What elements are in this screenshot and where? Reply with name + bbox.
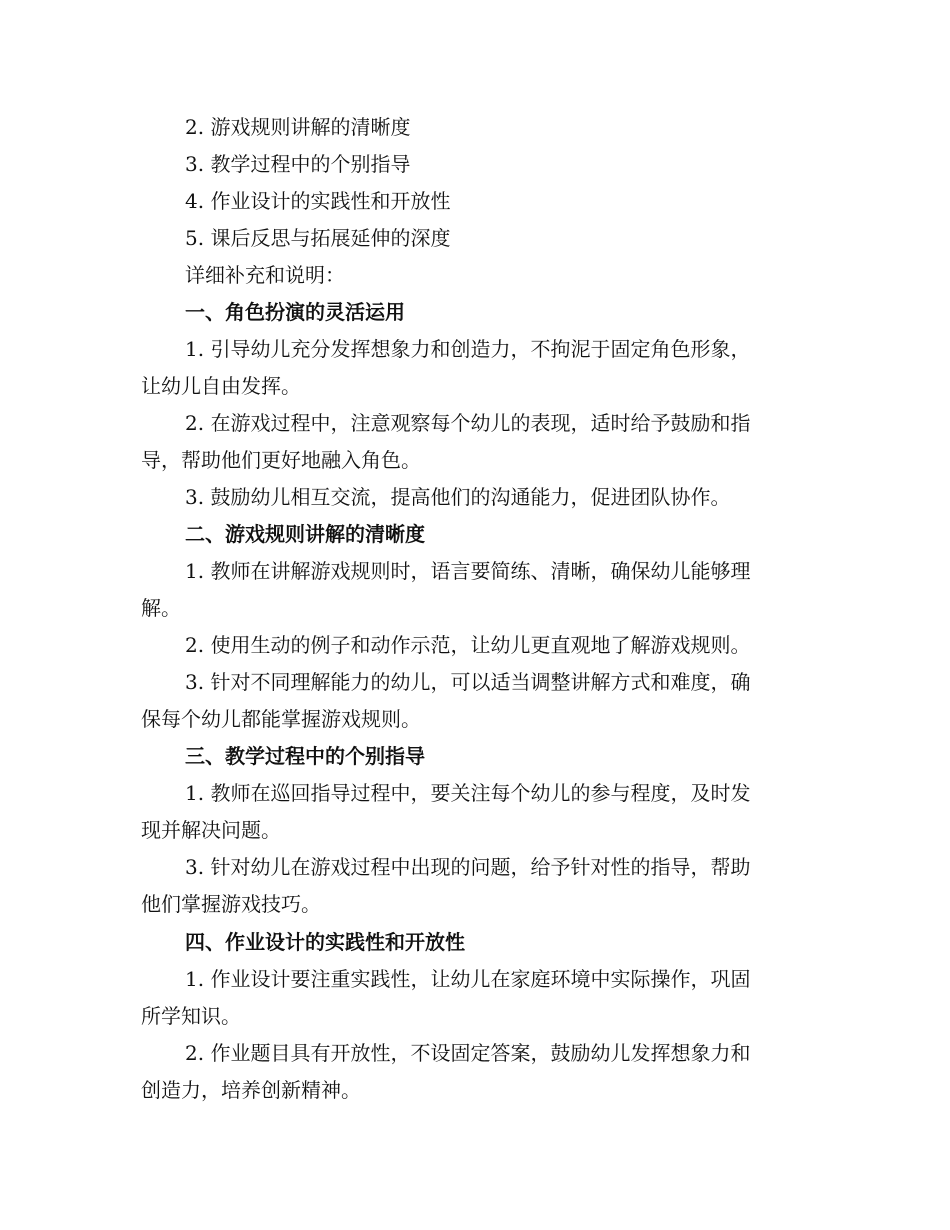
paragraph-line: 3. 针对幼儿在游戏过程中出现的问题，给予针对性的指导，帮助 [185, 855, 751, 879]
paragraph-line: 2. 使用生动的例子和动作示范，让幼儿更直观地了解游戏规则。 [185, 633, 751, 657]
summary-list-item: 3. 教学过程中的个别指导 [185, 152, 411, 176]
paragraph-line: 创造力，培养创新精神。 [141, 1078, 361, 1102]
paragraph-line: 导，帮助他们更好地融入角色。 [141, 448, 421, 472]
paragraph-line: 现并解决问题。 [141, 818, 281, 842]
paragraph-line: 让幼儿自由发挥。 [141, 374, 301, 398]
paragraph-line: 他们掌握游戏技巧。 [141, 892, 321, 916]
section-heading: 二、游戏规则讲解的清晰度 [185, 522, 425, 546]
summary-list-item: 5. 课后反思与拓展延伸的深度 [185, 226, 451, 250]
section-heading: 四、作业设计的实践性和开放性 [185, 930, 465, 954]
paragraph-line: 解。 [141, 596, 181, 620]
paragraph-line: 1. 教师在讲解游戏规则时，语言要简练、清晰，确保幼儿能够理 [185, 559, 751, 583]
paragraph-line: 所学知识。 [141, 1004, 241, 1028]
summary-list-item: 4. 作业设计的实践性和开放性 [185, 189, 451, 213]
paragraph-line: 3. 鼓励幼儿相互交流，提高他们的沟通能力，促进团队协作。 [185, 485, 731, 509]
paragraph-line: 2. 作业题目具有开放性，不设固定答案，鼓励幼儿发挥想象力和 [185, 1041, 751, 1065]
paragraph-line: 1. 作业设计要注重实践性，让幼儿在家庭环境中实际操作，巩固 [185, 967, 751, 991]
paragraph-line: 1. 教师在巡回指导过程中，要关注每个幼儿的参与程度，及时发 [185, 781, 751, 805]
intro-text: 详细补充和说明： [185, 263, 345, 287]
section-heading: 三、教学过程中的个别指导 [185, 744, 425, 768]
summary-list-item: 2. 游戏规则讲解的清晰度 [185, 115, 411, 139]
paragraph-line: 1. 引导幼儿充分发挥想象力和创造力，不拘泥于固定角色形象， [185, 337, 751, 361]
paragraph-line: 3. 针对不同理解能力的幼儿，可以适当调整讲解方式和难度，确 [185, 670, 751, 694]
paragraph-line: 2. 在游戏过程中，注意观察每个幼儿的表现，适时给予鼓励和指 [185, 411, 751, 435]
section-heading: 一、角色扮演的灵活运用 [185, 300, 405, 324]
paragraph-line: 保每个幼儿都能掌握游戏规则。 [141, 707, 421, 731]
